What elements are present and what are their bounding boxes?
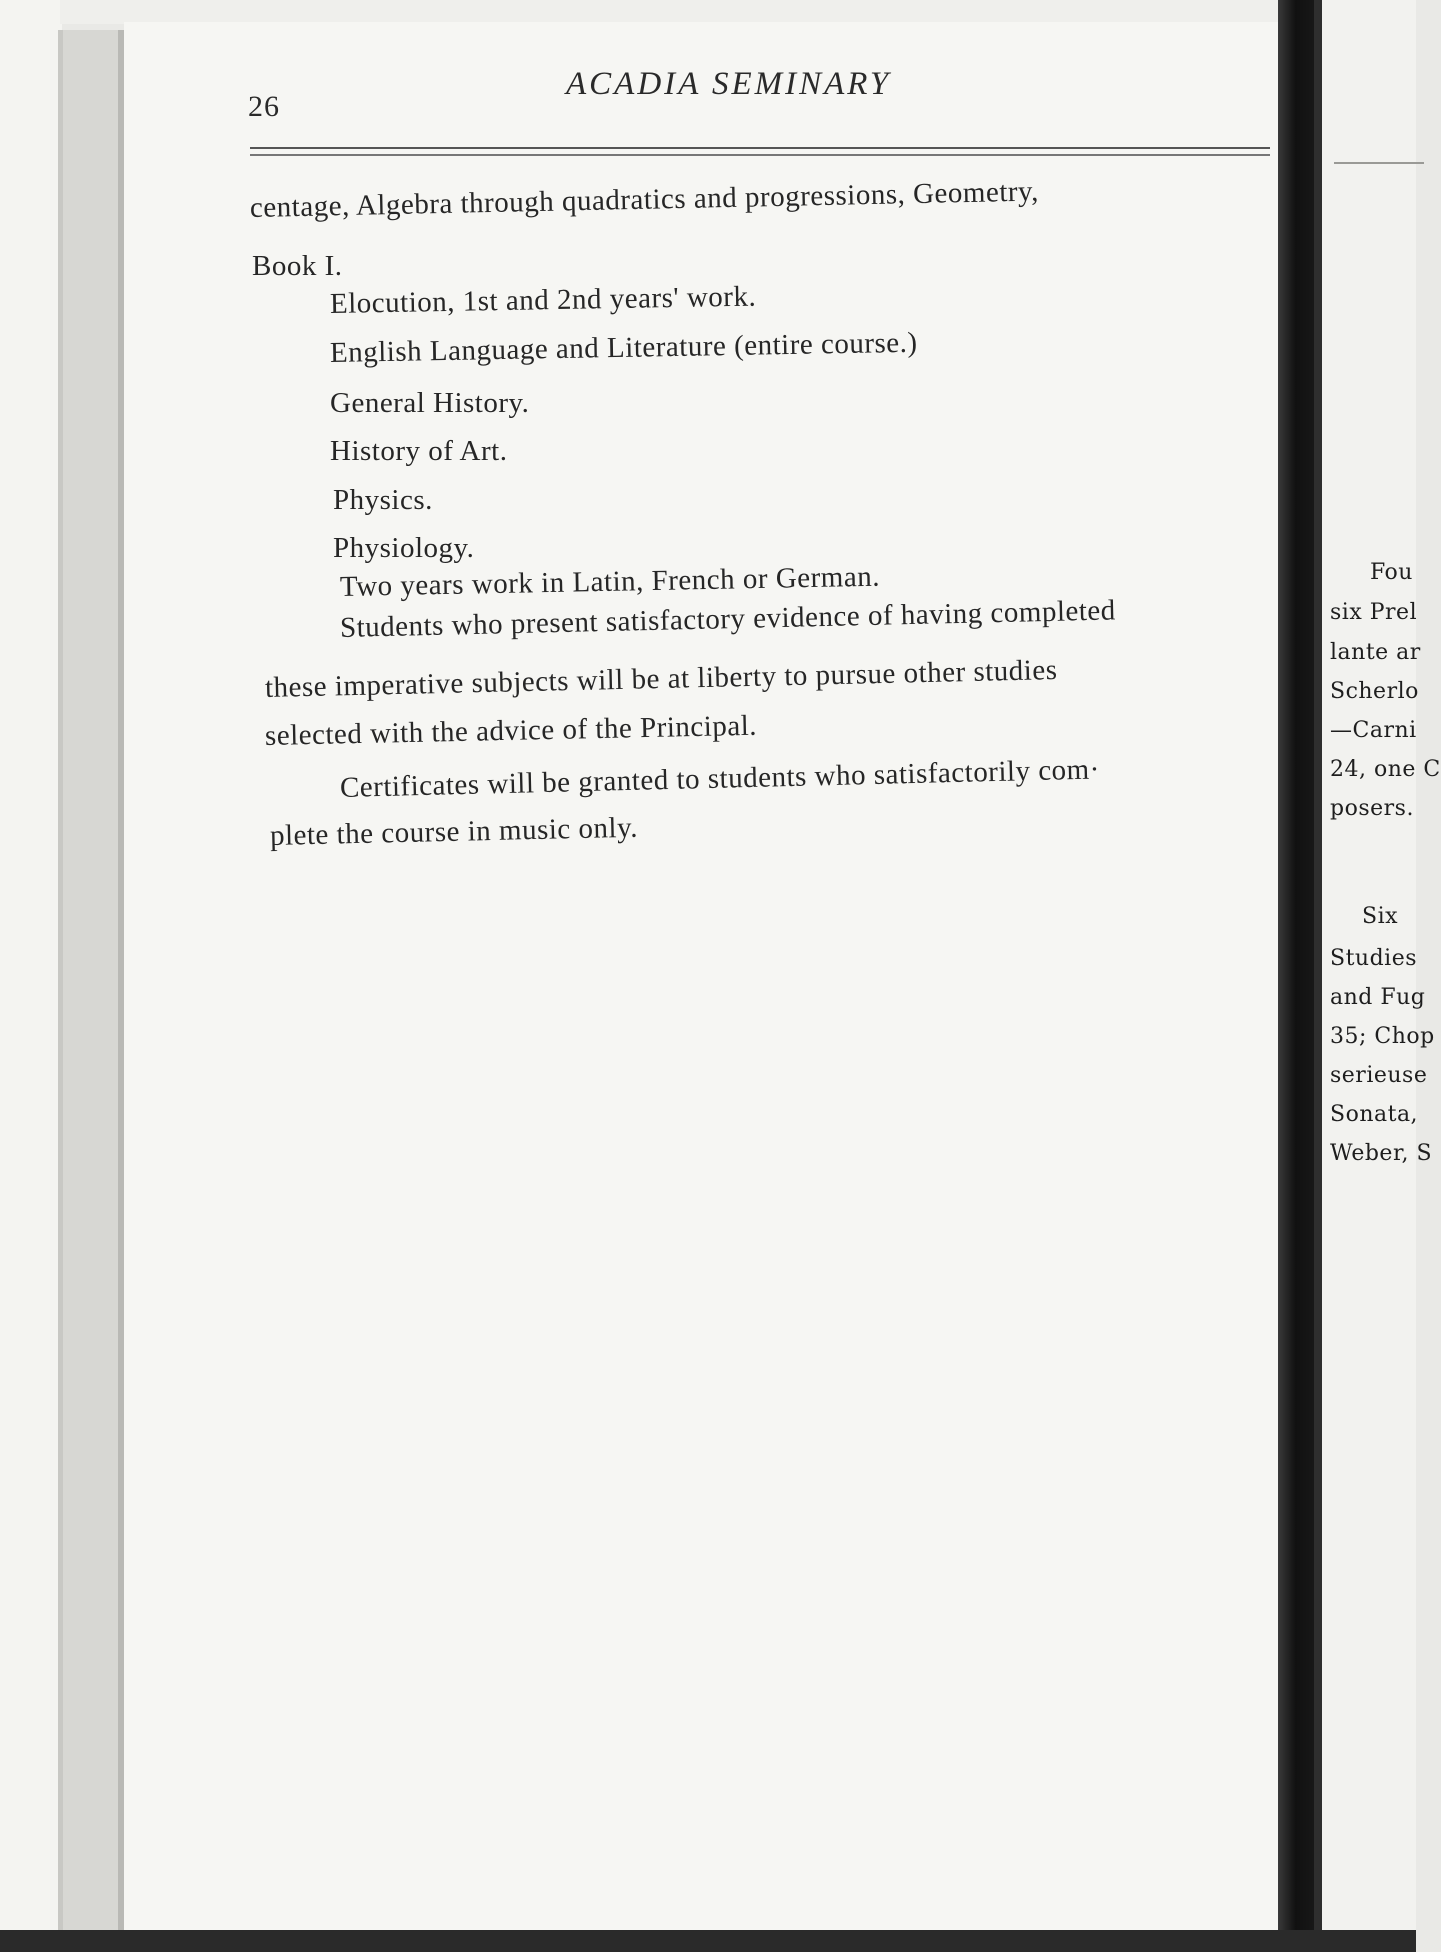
page-edge-strip — [63, 30, 123, 1952]
facing-text-line: Sonata, — [1330, 1102, 1419, 1127]
facing-text-line: posers. — [1330, 796, 1414, 821]
body-text-line: plete the course in music only. — [269, 811, 639, 852]
page-edge — [0, 0, 62, 1952]
facing-text-line: Scherlo — [1330, 679, 1419, 704]
facing-text-line: Weber, S — [1330, 1141, 1433, 1166]
facing-text-line: and Fug — [1330, 985, 1426, 1010]
facing-text-line: —Carni — [1330, 718, 1417, 743]
body-text-line: Physics. — [333, 484, 433, 516]
facing-text-line: lante ar — [1330, 640, 1421, 665]
facing-text-line: 35; Chop — [1330, 1024, 1435, 1049]
running-title: ACADIA SEMINARY — [566, 66, 892, 102]
body-text-line: Physiology. — [333, 532, 475, 564]
body-text-line: these imperative subjects will be at liberty to pursue other studies — [264, 654, 1058, 704]
header-rule — [250, 147, 1270, 149]
facing-text-line: serieuse — [1330, 1063, 1428, 1088]
page-number: 26 — [248, 90, 280, 123]
body-text-line: centage, Algebra through quadratics and progressions, Geometry, — [249, 175, 1040, 224]
body-text-line: History of Art. — [330, 435, 508, 467]
header-rule — [250, 154, 1270, 156]
facing-header-rule — [1334, 162, 1424, 164]
body-text-line: Book I. — [252, 250, 343, 282]
facing-text-line: six Prel — [1330, 600, 1418, 625]
facing-text-line: 24, one C — [1330, 757, 1441, 782]
body-text-line: English Language and Literature (entire course.) — [329, 326, 918, 369]
body-text-line: Two years work in Latin, French or German. — [339, 560, 881, 603]
body-text-line: Certificates will be granted to students who satisfactorily com· — [339, 753, 1101, 804]
body-text-line: Students who present satisfactory evidence of having completed — [339, 594, 1117, 644]
body-text-line: Elocution, 1st and 2nd years' work. — [329, 280, 757, 320]
page-top-edge — [60, 0, 1310, 24]
facing-text-line: Six — [1362, 904, 1399, 929]
facing-page — [1322, 0, 1441, 1952]
facing-text-line: Studies — [1330, 946, 1418, 971]
body-text-line: General History. — [330, 387, 530, 419]
body-text-line: selected with the advice of the Principal. — [264, 709, 758, 752]
facing-text-line: Fou — [1370, 560, 1413, 585]
scan-bottom-edge — [0, 1930, 1416, 1952]
